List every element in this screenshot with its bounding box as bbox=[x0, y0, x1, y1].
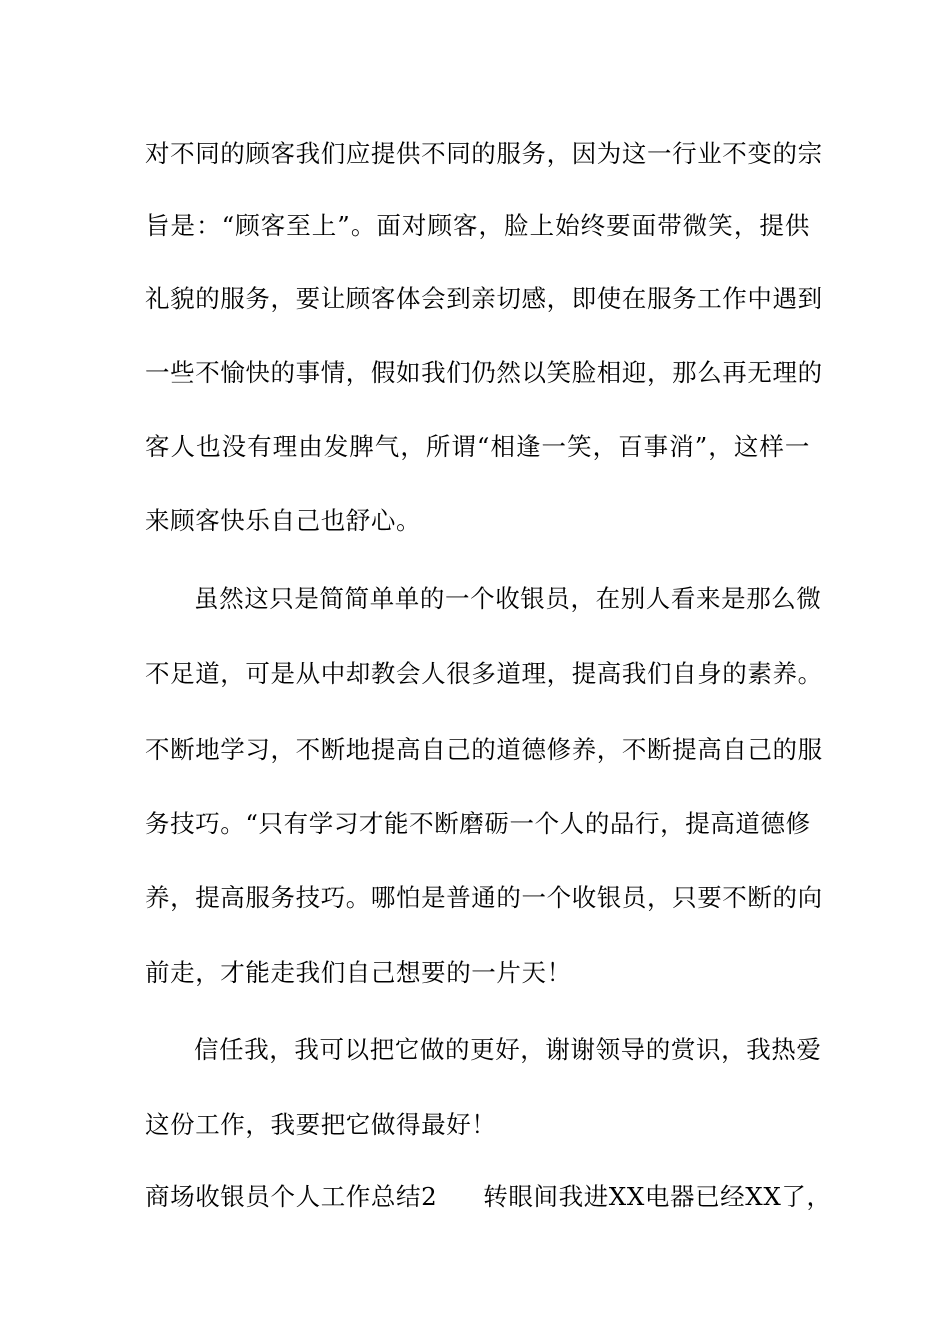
paragraph-line: 这份工作，我要把它做得最好！ bbox=[145, 1110, 497, 1139]
paragraph-line: 来顾客快乐自己也舒心。 bbox=[145, 506, 422, 535]
paragraph-line: 礼貌的服务，要让顾客体会到亲切感，即使在服务工作中遇到 bbox=[145, 284, 823, 313]
paragraph-line: 务技巧。“只有学习才能不断磨砺一个人的品行，提高道德修 bbox=[145, 809, 811, 838]
paragraph-line: 对不同的顾客我们应提供不同的服务，因为这一行业不变的宗 bbox=[145, 139, 823, 168]
paragraph-line: 客人也没有理由发脾气，所谓“相逢一笑，百事消”，这样一 bbox=[145, 432, 810, 461]
paragraph-line: 不足道，可是从中却教会人很多道理，提高我们自身的素养。 bbox=[145, 659, 823, 688]
paragraph-line: 不断地学习，不断地提高自己的道德修养，不断提高自己的服 bbox=[145, 735, 823, 764]
paragraph-line: 信任我，我可以把它做的更好，谢谢领导的赏识，我热爱 bbox=[194, 1035, 822, 1064]
paragraph-line: 前走，才能走我们自己想要的一片天！ bbox=[145, 958, 572, 987]
paragraph-line: 虽然这只是简简单单的一个收银员，在别人看来是那么微 bbox=[194, 584, 822, 613]
section-heading-line bbox=[145, 1179, 832, 1215]
heading-continuation: 转眼间我进XX电器已经XX了， bbox=[483, 1182, 832, 1211]
section-heading: 商场收银员个人工作总结2 bbox=[145, 1182, 438, 1211]
paragraph-line: 一些不愉快的事情，假如我们仍然以笑脸相迎，那么再无理的 bbox=[145, 358, 823, 387]
paragraph-line: 旨是：“顾客至上”。面对顾客，脸上始终要面带微笑，提供 bbox=[145, 211, 810, 240]
paragraph-line: 养，提高服务技巧。哪怕是普通的一个收银员，只要不断的向 bbox=[145, 883, 823, 912]
